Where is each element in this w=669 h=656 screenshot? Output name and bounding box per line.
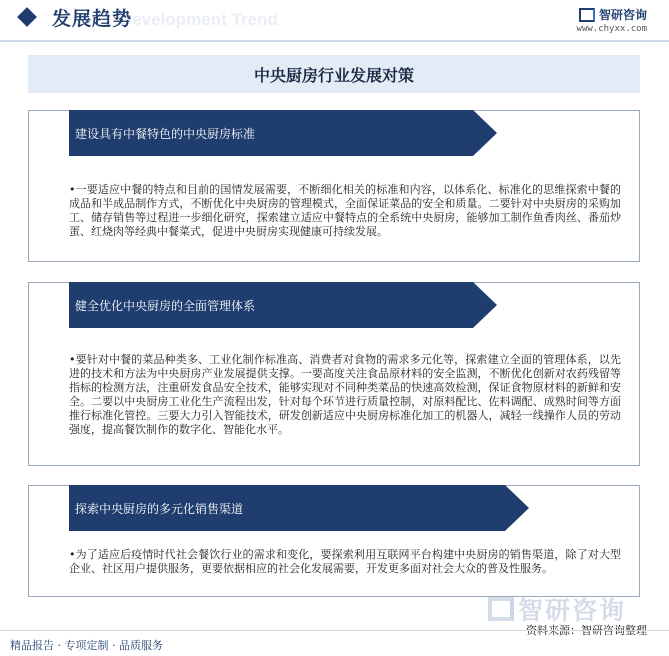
source-note: 资料来源：智研咨询整理 xyxy=(526,624,647,637)
section-standards xyxy=(28,110,640,262)
page-title: 发展趋势 xyxy=(52,8,133,30)
main-title-bar xyxy=(28,55,640,93)
brand-block xyxy=(577,6,647,34)
brand-logo-icon xyxy=(579,8,595,22)
watermark-logo-icon xyxy=(488,597,514,621)
watermark-text: 智研咨询 xyxy=(518,596,627,625)
page-header xyxy=(0,0,669,40)
section-heading: 探索中央厨房的多元化销售渠道 xyxy=(69,485,505,531)
section-sales-channels xyxy=(28,485,640,597)
header-ghost-text: Development Trend xyxy=(120,10,278,29)
section-body: •为了适应后疫情时代社会餐饮行业的需求和变化，要探索利用互联网平台构建中央厨房的销售渠道，除了对大型企业、社区用户提供服务，更要依据相应的社会化发展需要，开发更多面对社会大众的普及性服务。 xyxy=(69,548,621,575)
diamond-icon xyxy=(17,7,37,27)
brand-url: www.chyxx.com xyxy=(576,24,647,34)
section-body: •一要适应中餐的特点和目前的国情发展需要，不断细化相关的标准和内容，以体系化、标准化的思维探索中餐的成品和半成品制作方式，不断优化中央厨房的管理模式，全面保证菜品的安全和质量。二要针对中央厨房的采购加工、储存销售等过程进一步细化研究，探索建立适应中餐特点的全系统中央厨房，能够加工制作鱼香肉丝、番茄炒蛋、红烧肉等经典中餐菜式，促进中央厨房实现健康可持续发展。 xyxy=(69,183,621,238)
section-heading: 健全优化中央厨房的全面管理体系 xyxy=(69,282,473,328)
page-footer xyxy=(0,630,669,656)
brand-name: 智研咨询 xyxy=(598,8,647,22)
main-title: 中央厨房行业发展对策 xyxy=(253,65,414,85)
section-heading: 建设具有中餐特色的中央厨房标准 xyxy=(69,110,473,156)
footer-links: 精品报告 · 专项定制 · 品质服务 xyxy=(10,639,163,652)
section-management xyxy=(28,282,640,466)
header-divider xyxy=(0,40,669,42)
section-body: •要针对中餐的菜品种类多、工业化制作标准高、消费者对食物的需求多元化等，探索建立全面的管理体系，以先进的技术和方法为中央厨房产业发展提供支撑。一要高度关注食品原材料的安全监测，不断优化创新对农药残留等指标的检测方法，注重研发食品安全技术，能够实现对不同种类菜品的快速高效检测，保证食物原材料的新鲜和安全。二要以中央厨房工业化生产流程出发，针对每个环节进行质量控制，对原料配比、佐料调配、成熟时间等方面推行标准化管控。三要大力引入智能技术，研发创新适应中央厨房标准化加工的机器人，减轻一线操作人员的劳动强度，提高餐饮制作的数字化、智能化水平。 xyxy=(69,353,621,436)
